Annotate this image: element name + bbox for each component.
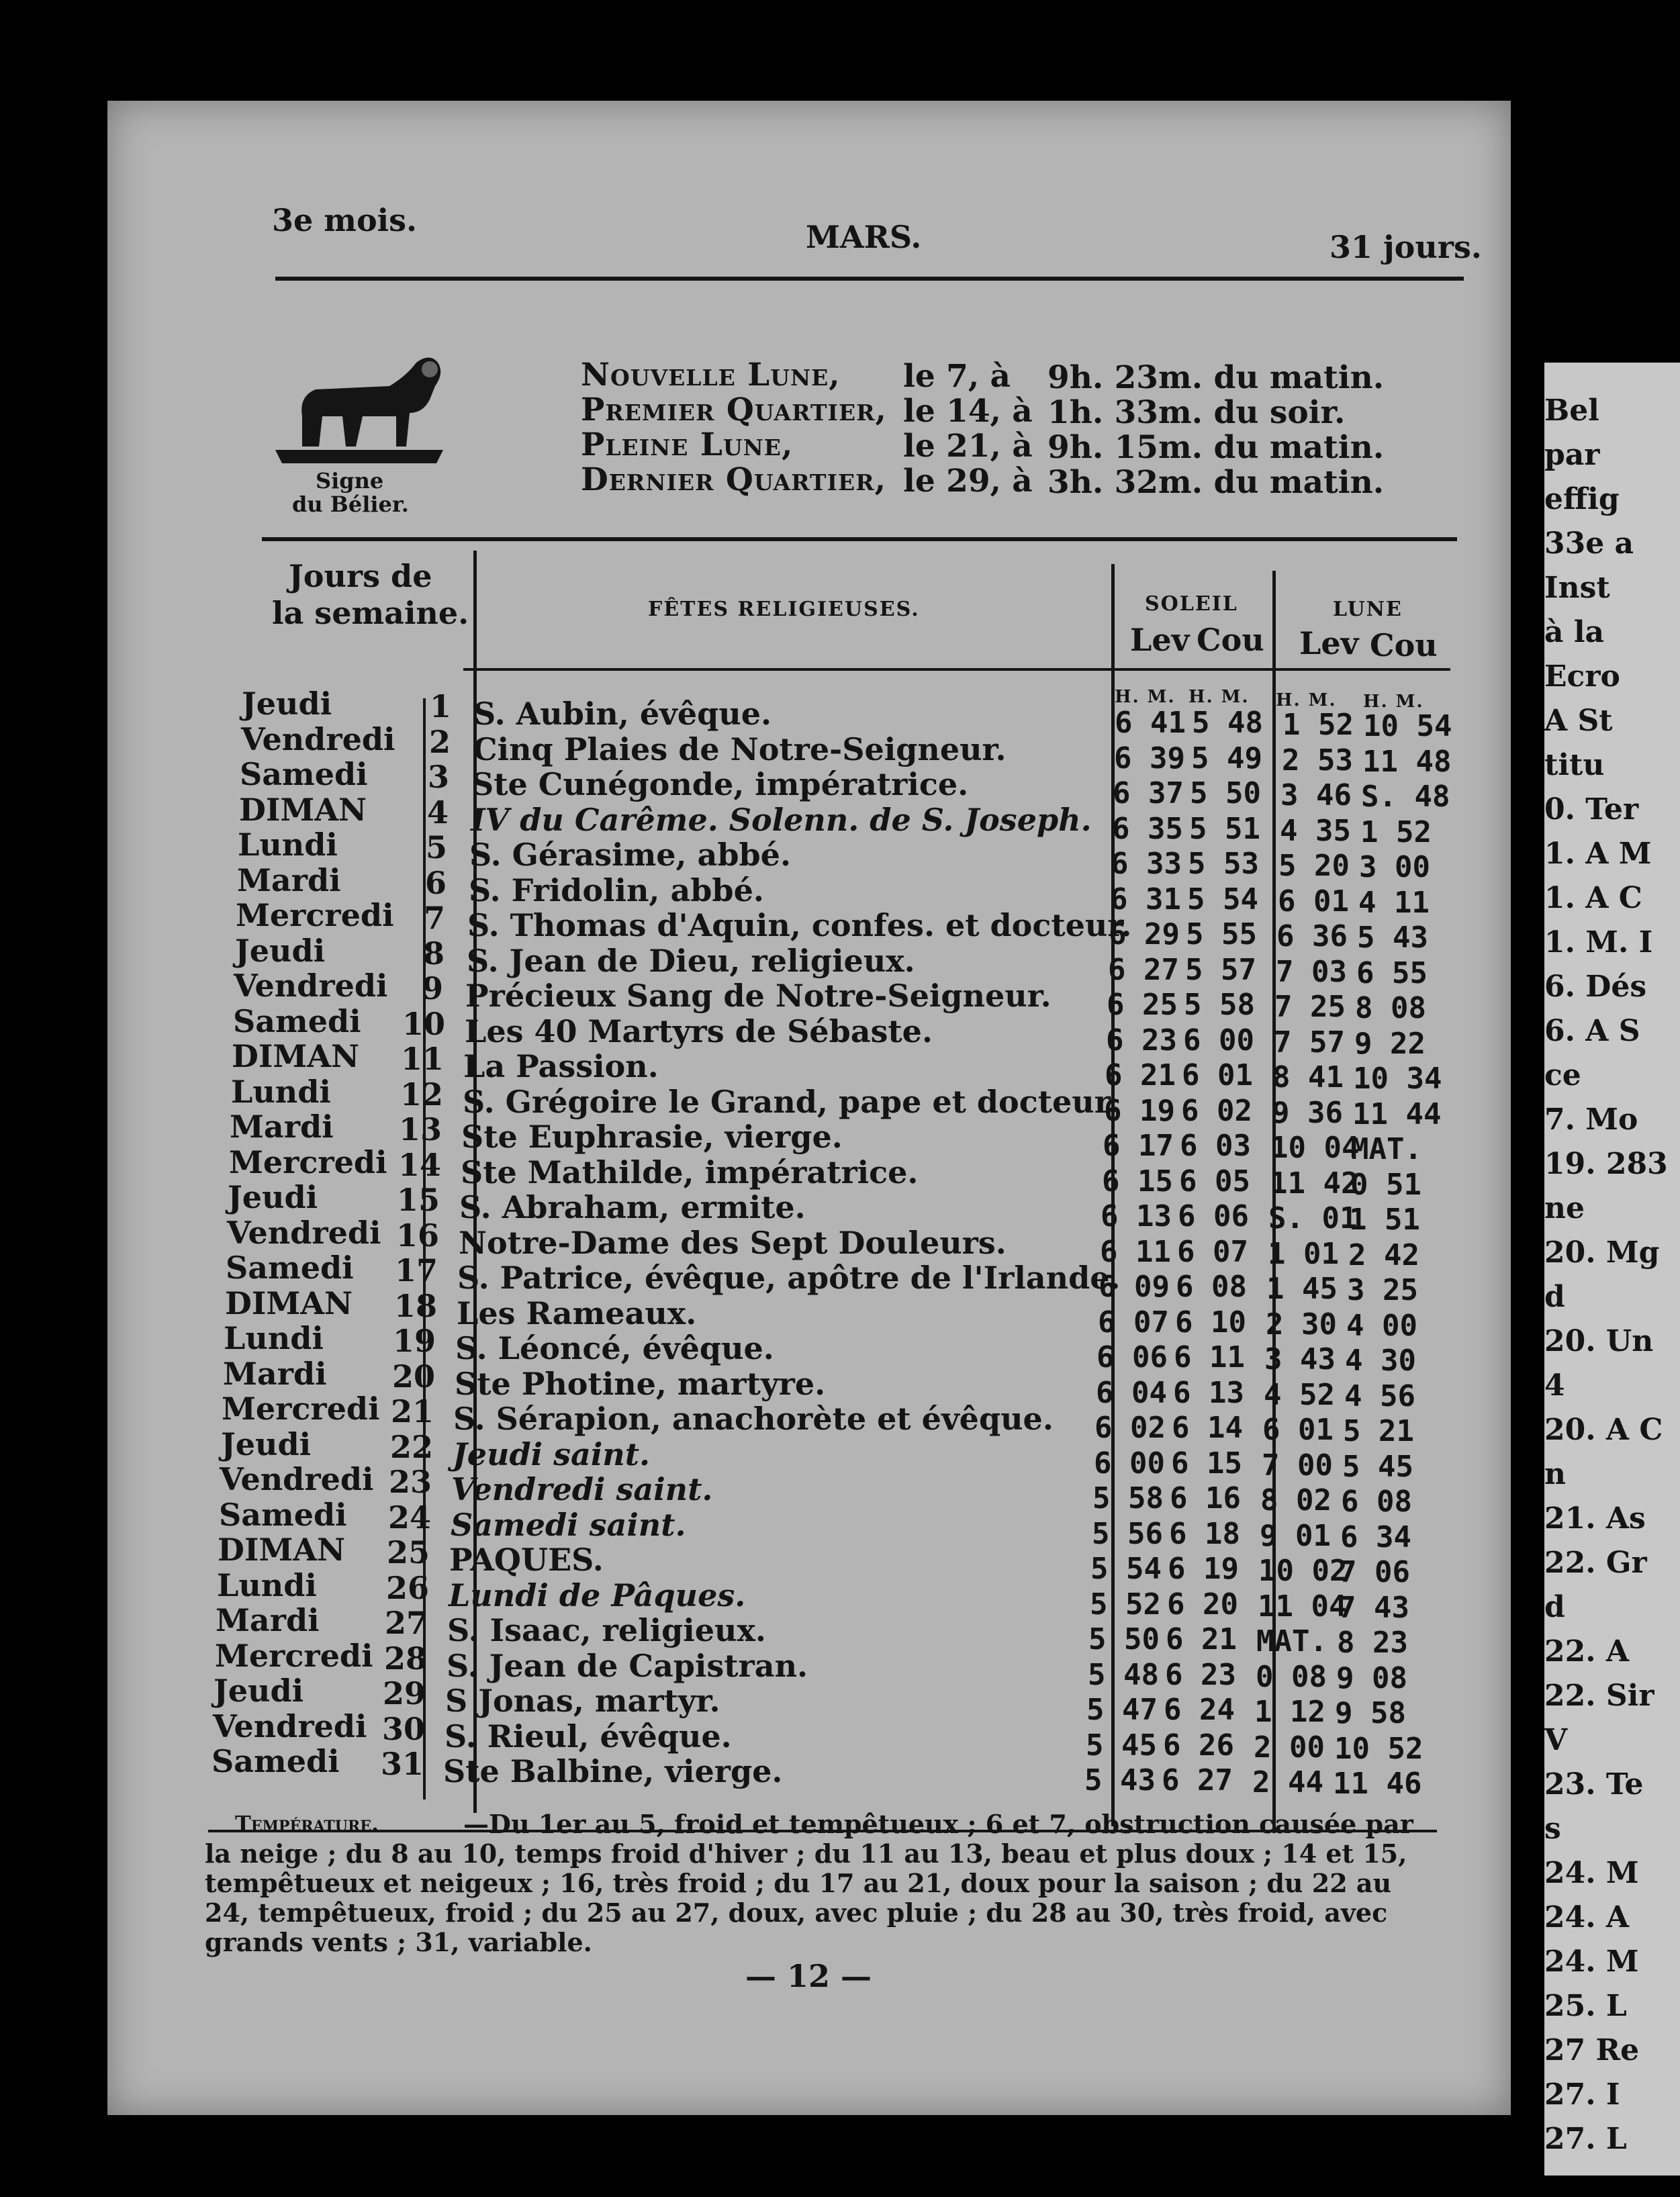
row-sun-rise: 6 33 [1111, 847, 1182, 881]
row-feast: S. Léoncé, évêque. [455, 1330, 774, 1366]
row-moon-rise: 2 30 [1266, 1307, 1337, 1342]
row-day-number: 10 [402, 1005, 446, 1042]
adjacent-page-text: V [1544, 1723, 1568, 1757]
row-moon-set: MAT. [1351, 1132, 1422, 1166]
row-feast: Ste Photine, martyre. [455, 1365, 826, 1402]
adjacent-page-text: d [1544, 1280, 1565, 1314]
row-sun-set: 6 03 [1180, 1129, 1251, 1163]
row-sun-rise: 6 37 [1113, 776, 1184, 810]
adjacent-page-text: 25. L [1544, 1989, 1627, 2023]
lune-cou-header: Cou [1370, 627, 1438, 663]
row-sun-set: 6 15 [1171, 1446, 1242, 1481]
row-day-number: 24 [388, 1499, 432, 1536]
adjacent-page-text: Inst [1544, 571, 1610, 605]
row-day-number: 3 [428, 759, 450, 795]
moon-phase-day: le 14, à [903, 393, 1033, 430]
row-sun-rise: 6 13 [1101, 1199, 1172, 1233]
row-feast: S. Gérasime, abbé. [469, 837, 791, 873]
row-sun-set: 6 06 [1178, 1199, 1249, 1233]
row-feast: Notre-Dame des Sept Douleurs. [459, 1224, 1007, 1261]
row-sun-rise: 6 07 [1098, 1305, 1169, 1340]
row-feast: Cinq Plaies de Notre-Seigneur. [473, 731, 1007, 767]
adjacent-page-text: 23. Te [1544, 1767, 1644, 1802]
row-sun-set: 6 23 [1165, 1657, 1236, 1692]
row-feast: S. Fridolin, abbé. [469, 872, 764, 908]
row-day-number: 1 [430, 688, 452, 724]
row-weekday: Lundi [224, 1320, 324, 1356]
row-feast: Les Rameaux. [457, 1295, 697, 1331]
row-moon-set: 7 43 [1338, 1590, 1409, 1625]
moon-phase-time: 9h. 15m. du matin. [1047, 429, 1385, 466]
sign-label-1: Signe [316, 468, 384, 494]
adjacent-page-text: ne [1544, 1191, 1585, 1225]
moon-phase-time: 3h. 32m. du matin. [1047, 464, 1385, 501]
row-feast: S. Grégoire le Grand, pape et docteur. [463, 1083, 1119, 1120]
lune-lev-header: Lev [1299, 625, 1359, 661]
row-moon-set: S. 48 [1361, 780, 1450, 814]
row-feast: Vendredi saint. [451, 1471, 713, 1507]
adjacent-page-text: 20. A C [1544, 1413, 1663, 1447]
adjacent-page-text: titu [1544, 748, 1605, 782]
row-feast: S. Patrice, évêque, apôtre de l'Irlande. [457, 1260, 1121, 1296]
row-sun-rise: 5 50 [1088, 1622, 1160, 1656]
moon-phase-name: Nouvelle Lune, [581, 357, 841, 393]
row-moon-rise: 8 02 [1260, 1483, 1332, 1517]
row-sun-rise: 6 41 [1115, 706, 1186, 740]
adjacent-page-text: 1. A M [1544, 837, 1652, 871]
row-sun-rise: 6 25 [1107, 988, 1178, 1022]
row-moon-rise: 2 44 [1252, 1765, 1323, 1799]
temperature-line: la neige ; du 8 au 10, temps froid d'hiver ; du 11 au 13, beau et plus doux ; 14 et 15, [205, 1838, 1407, 1869]
row-feast: Samedi saint. [451, 1506, 686, 1543]
row-moon-rise: 7 25 [1274, 990, 1346, 1024]
row-weekday: Samedi [233, 1002, 361, 1039]
adjacent-page-text: A St [1544, 704, 1613, 738]
row-moon-set: 9 22 [1354, 1026, 1426, 1061]
row-day-number: 14 [398, 1146, 442, 1183]
row-sun-set: 6 21 [1166, 1622, 1237, 1656]
row-moon-rise: 4 52 [1264, 1377, 1335, 1412]
row-sun-set: 5 48 [1192, 706, 1263, 740]
row-sun-rise: 5 43 [1084, 1763, 1156, 1797]
adjacent-page-text: 4 [1544, 1368, 1565, 1403]
row-weekday: Mardi [223, 1355, 327, 1392]
adjacent-page-fragment [1544, 363, 1680, 2176]
row-day-number: 7 [424, 900, 446, 936]
row-moon-rise: 1 45 [1266, 1272, 1338, 1306]
row-day-number: 29 [383, 1675, 426, 1712]
row-sun-rise: 6 15 [1102, 1164, 1173, 1199]
row-feast: Précieux Sang de Notre-Seigneur. [465, 978, 1052, 1014]
row-moon-set: 10 54 [1363, 709, 1452, 743]
row-sun-rise: 6 09 [1099, 1270, 1170, 1304]
row-day-number: 9 [422, 970, 444, 1007]
page-number: — 12 — [745, 1958, 872, 1994]
weekday-header-1: Jours de [289, 558, 432, 594]
month-title: MARS. [806, 219, 922, 255]
adjacent-page-text: Ecro [1544, 659, 1620, 694]
row-moon-rise: 10 02 [1258, 1554, 1348, 1588]
temperature-line: grands vents ; 31, variable. [205, 1927, 592, 1957]
row-sun-rise: 6 35 [1112, 811, 1183, 846]
row-day-number: 23 [389, 1464, 432, 1500]
row-day-number: 30 [382, 1710, 426, 1747]
row-moon-rise: 4 35 [1280, 813, 1351, 848]
row-weekday: Jeudi [228, 1179, 318, 1215]
row-moon-set: 9 58 [1335, 1696, 1406, 1730]
row-feast: S. Isaac, religieux. [447, 1612, 766, 1648]
row-day-number: 5 [426, 829, 448, 866]
row-weekday: Vendredi [241, 720, 395, 757]
row-moon-set: 7 06 [1339, 1555, 1410, 1589]
moon-phase-name: Pleine Lune, [581, 426, 794, 463]
row-weekday: Jeudi [235, 932, 326, 969]
adjacent-page-text: 21. As [1544, 1501, 1646, 1536]
moon-rule [262, 537, 1457, 541]
adjacent-page-text: 20. Mg [1544, 1235, 1660, 1270]
row-moon-set: 4 56 [1344, 1378, 1415, 1413]
row-sun-set: 6 18 [1169, 1516, 1240, 1551]
moon-phase-day: le 7, à [903, 358, 1011, 395]
row-moon-rise: S. 01 [1268, 1201, 1358, 1235]
row-sun-set: 5 50 [1190, 776, 1261, 810]
row-weekday: Samedi [212, 1743, 340, 1779]
row-moon-set: 6 55 [1356, 955, 1428, 990]
soleil-header: SOLEIL [1145, 592, 1238, 616]
adjacent-page-text: 19. 283 [1544, 1147, 1668, 1181]
row-weekday: Vendredi [220, 1461, 374, 1497]
row-day-number: 15 [397, 1182, 440, 1218]
temperature-line: 24, tempêtueux, froid ; du 25 au 27, doux, avec pluie ; du 28 au 30, très froid, avec [205, 1898, 1388, 1928]
row-sun-rise: 5 48 [1088, 1657, 1159, 1692]
adjacent-page-text: s [1544, 1812, 1561, 1846]
row-day-number: 19 [393, 1323, 436, 1359]
adjacent-page-text: 27. I [1544, 2077, 1620, 2112]
row-moon-rise: 0 08 [1256, 1659, 1327, 1694]
row-moon-set: 9 08 [1336, 1661, 1407, 1695]
adjacent-page-text: 0. Ter [1544, 792, 1639, 827]
row-moon-rise: 7 00 [1262, 1448, 1333, 1483]
row-moon-rise: 8 41 [1272, 1060, 1344, 1094]
row-sun-set: 6 02 [1181, 1093, 1252, 1128]
row-moon-rise: 6 36 [1276, 919, 1348, 953]
fetes-header: FÊTES RELIGIEUSES. [648, 598, 920, 621]
row-sun-rise: 6 31 [1110, 882, 1181, 917]
row-weekday: Samedi [240, 756, 368, 792]
row-sun-rise: 6 27 [1108, 952, 1179, 987]
row-sun-set: 6 13 [1173, 1375, 1244, 1410]
adjacent-page-text: 27 Re [1544, 2033, 1640, 2067]
row-feast: IV du Carême. Solenn. de S. Joseph. [471, 801, 1092, 838]
row-sun-set: 6 16 [1170, 1481, 1241, 1515]
header-bottom-rule [463, 668, 1450, 671]
adjacent-page-text: 33e a [1544, 526, 1634, 561]
row-moon-rise: 7 03 [1276, 954, 1347, 989]
row-sun-rise: 5 45 [1086, 1728, 1157, 1763]
row-sun-set: 6 20 [1167, 1587, 1238, 1622]
row-feast: S. Rieul, évêque. [445, 1718, 732, 1755]
row-day-number: 25 [387, 1534, 430, 1571]
row-moon-set: 1 51 [1349, 1203, 1420, 1237]
row-moon-set: 2 42 [1348, 1237, 1419, 1272]
row-day-number: 20 [392, 1358, 436, 1395]
row-moon-rise: 6 01 [1278, 884, 1349, 919]
row-day-number: 12 [400, 1076, 444, 1113]
lune-hm-lev: H. M. [1276, 690, 1337, 710]
row-moon-rise: 2 00 [1254, 1730, 1325, 1765]
row-sun-set: 6 00 [1183, 1023, 1254, 1058]
row-sun-rise: 5 52 [1090, 1587, 1161, 1622]
row-feast: Lundi de Pâques. [449, 1577, 746, 1614]
row-weekday: DIMAN [225, 1284, 353, 1321]
row-sun-set: 6 08 [1176, 1270, 1247, 1304]
row-day-number: 11 [401, 1041, 445, 1077]
row-day-number: 22 [390, 1428, 434, 1465]
row-moon-rise: 1 52 [1282, 708, 1354, 742]
row-sun-set: 6 27 [1162, 1763, 1233, 1797]
row-sun-rise: 5 47 [1086, 1693, 1158, 1727]
row-sun-set: 5 57 [1185, 952, 1256, 987]
row-weekday: Mercredi [222, 1391, 380, 1427]
row-sun-rise: 6 06 [1096, 1340, 1168, 1374]
row-day-number: 16 [396, 1217, 440, 1254]
row-moon-set: 6 34 [1340, 1520, 1411, 1554]
row-feast: S. Aubin, évêque. [473, 696, 772, 732]
row-sun-set: 6 14 [1172, 1411, 1243, 1445]
header-rule [275, 277, 1464, 281]
row-moon-set: 0 51 [1350, 1167, 1421, 1202]
row-feast: Ste Mathilde, impératrice. [461, 1154, 919, 1190]
moon-phase-name: Premier Quartier, [581, 391, 887, 428]
row-moon-rise: 2 53 [1282, 743, 1353, 778]
row-feast: S. Jean de Dieu, religieux. [467, 942, 915, 979]
row-moon-set: 4 30 [1345, 1344, 1416, 1378]
row-weekday: DIMAN [218, 1532, 346, 1568]
row-day-number: 6 [425, 864, 447, 901]
adjacent-page-text: 22. Gr [1544, 1546, 1647, 1580]
adjacent-page-text: 27. L [1544, 2122, 1627, 2156]
adjacent-page-text: 1. A C [1544, 881, 1642, 915]
row-sun-set: 5 53 [1188, 847, 1259, 881]
row-moon-rise: 3 46 [1280, 778, 1352, 812]
row-feast: S. Sérapion, anachorète et évêque. [453, 1401, 1054, 1437]
moon-phase-time: 9h. 23m. du matin. [1047, 359, 1385, 396]
lune-header: LUNE [1333, 598, 1403, 621]
row-moon-rise: 1 12 [1254, 1695, 1325, 1729]
row-feast: Ste Euphrasie, vierge. [461, 1119, 843, 1155]
row-day-number: 31 [381, 1746, 424, 1782]
row-sun-set: 5 54 [1187, 882, 1258, 917]
row-day-number: 13 [399, 1111, 442, 1148]
moon-phase-day: le 21, à [903, 428, 1033, 465]
row-day-number: 4 [427, 794, 449, 831]
temperature-line: tempêtueux et neigeux ; 16, très froid ; du 17 au 21, doux pour la saison ; du 22 au [205, 1868, 1392, 1898]
row-feast: PAQUES. [449, 1542, 604, 1578]
row-sun-set: 6 24 [1164, 1693, 1235, 1727]
row-sun-rise: 6 39 [1114, 741, 1185, 776]
row-day-number: 8 [423, 935, 445, 972]
row-feast: S Jonas, martyr. [445, 1683, 720, 1719]
row-moon-rise: 5 20 [1278, 849, 1350, 883]
row-sun-set: 6 11 [1174, 1340, 1245, 1374]
row-weekday: Mercredi [236, 897, 394, 933]
row-weekday: DIMAN [239, 791, 367, 828]
row-weekday: DIMAN [232, 1038, 360, 1074]
row-moon-set: 5 43 [1357, 921, 1428, 955]
row-sun-set: 6 26 [1163, 1728, 1234, 1763]
row-day-number: 21 [391, 1393, 434, 1430]
row-moon-set: 10 52 [1334, 1731, 1424, 1766]
row-weekday: Vendredi [227, 1214, 381, 1251]
adjacent-page-text: 22. Sir [1544, 1679, 1654, 1713]
row-sun-set: 6 01 [1182, 1058, 1253, 1092]
row-sun-set: 6 19 [1168, 1552, 1239, 1586]
moon-phase-day: le 29, à [903, 463, 1033, 500]
row-sun-set: 5 51 [1189, 811, 1260, 846]
row-moon-set: 5 45 [1342, 1449, 1413, 1484]
row-moon-set: 11 48 [1362, 744, 1452, 779]
adjacent-page-text: 20. Un [1544, 1324, 1654, 1358]
temperature-label: Température. [235, 1811, 379, 1836]
row-sun-rise: 6 17 [1103, 1129, 1174, 1163]
adjacent-page-text: par [1544, 438, 1600, 472]
row-sun-rise: 5 58 [1092, 1481, 1164, 1515]
row-moon-set: 1 52 [1360, 814, 1432, 849]
row-day-number: 27 [385, 1605, 428, 1641]
row-moon-set: 8 08 [1355, 991, 1426, 1025]
ram-icon [262, 349, 457, 470]
lune-hm-cou: H. M. [1363, 692, 1424, 712]
row-sun-rise: 6 21 [1105, 1058, 1176, 1092]
row-feast: Ste Cunégonde, impératrice. [471, 766, 969, 802]
row-sun-set: 5 55 [1186, 917, 1257, 951]
row-moon-set: 10 34 [1353, 1062, 1442, 1096]
row-moon-rise: 11 42 [1270, 1166, 1359, 1201]
row-day-number: 28 [384, 1640, 428, 1677]
adjacent-page-text: à la [1544, 615, 1605, 649]
row-sun-set: 5 58 [1184, 988, 1255, 1022]
row-moon-rise: 3 43 [1264, 1342, 1336, 1376]
adjacent-page-text: 6. A S [1544, 1014, 1640, 1048]
month-number: 3e mois. [272, 202, 418, 238]
row-sun-rise: 6 02 [1094, 1411, 1166, 1445]
row-weekday: Mercredi [215, 1637, 373, 1674]
row-sun-rise: 6 11 [1100, 1234, 1171, 1269]
row-weekday: Lundi [231, 1073, 331, 1110]
row-day-number: 18 [394, 1287, 438, 1324]
adjacent-page-text: 24. M [1544, 1945, 1639, 1979]
row-sun-set: 6 07 [1177, 1234, 1248, 1269]
row-sun-rise: 6 04 [1096, 1375, 1167, 1410]
adjacent-page-text: ce [1544, 1058, 1581, 1092]
row-weekday: Mercredi [229, 1143, 387, 1180]
adjacent-page-text: 22. A [1544, 1634, 1630, 1669]
sign-label-2: du Bélier. [292, 492, 409, 517]
row-moon-set: 11 46 [1333, 1767, 1422, 1801]
row-feast: S. Jean de Capistran. [447, 1647, 808, 1684]
row-moon-set: 5 21 [1343, 1414, 1414, 1448]
temperature-line: —Du 1er au 5, froid et tempêtueux ; 6 et 7, obstruction causée par [463, 1809, 1413, 1839]
row-sun-rise: 6 00 [1094, 1446, 1165, 1481]
row-moon-set: 3 00 [1359, 850, 1430, 884]
adjacent-page-text: 7. Mo [1544, 1103, 1638, 1137]
row-feast: La Passion. [463, 1048, 659, 1084]
adjacent-page-text: 24. A [1544, 1900, 1630, 1934]
row-weekday: Samedi [219, 1496, 347, 1533]
row-sun-rise: 5 56 [1092, 1516, 1163, 1551]
adjacent-page-text: Bel [1544, 393, 1599, 428]
row-sun-set: 6 05 [1179, 1164, 1250, 1199]
adjacent-page-text: n [1544, 1457, 1566, 1491]
row-moon-rise: 6 01 [1262, 1413, 1334, 1447]
row-moon-set: 8 23 [1337, 1626, 1408, 1660]
row-weekday: Mardi [237, 861, 341, 898]
row-moon-rise: 9 36 [1272, 1095, 1343, 1130]
row-sun-rise: 6 29 [1109, 917, 1180, 951]
row-feast: Les 40 Martyrs de Sébaste. [465, 1013, 933, 1049]
row-moon-set: 3 25 [1347, 1273, 1418, 1307]
row-sun-rise: 5 54 [1090, 1552, 1162, 1586]
row-sun-rise: 6 23 [1106, 1023, 1177, 1058]
row-weekday: Lundi [238, 827, 338, 863]
row-moon-set: 4 00 [1346, 1308, 1417, 1343]
row-moon-rise: 10 04 [1270, 1131, 1360, 1165]
row-day-number: 17 [395, 1252, 438, 1289]
row-weekday: Mardi [230, 1109, 334, 1145]
row-weekday: Mardi [216, 1602, 320, 1638]
row-weekday: Vendredi [234, 968, 388, 1004]
row-day-number: 26 [386, 1569, 430, 1606]
row-feast: S. Thomas d'Aquin, confes. et docteur. [467, 907, 1132, 943]
row-moon-set: 11 44 [1352, 1096, 1442, 1131]
row-sun-set: 5 49 [1191, 741, 1262, 776]
row-moon-set: 4 11 [1358, 885, 1430, 920]
moon-phase-name: Dernier Quartier, [581, 461, 886, 498]
row-moon-rise: 1 01 [1268, 1236, 1339, 1271]
soleil-cou-header: Cou [1197, 622, 1264, 658]
adjacent-page-text: 24. M [1544, 1856, 1639, 1890]
adjacent-page-text: effig [1544, 482, 1620, 516]
adjacent-page-text: d [1544, 1590, 1565, 1624]
row-moon-rise: 11 04 [1258, 1589, 1347, 1624]
row-weekday: Jeudi [221, 1425, 312, 1462]
row-moon-rise: 7 57 [1274, 1025, 1345, 1060]
soleil-hm-lev: H. M. [1115, 687, 1176, 707]
row-feast: Jeudi saint. [453, 1436, 651, 1473]
adjacent-page-text: 1. M. I [1544, 925, 1653, 960]
row-sun-set: 6 10 [1175, 1305, 1246, 1340]
soleil-hm-cou: H. M. [1188, 687, 1250, 707]
row-weekday: Vendredi [213, 1708, 367, 1744]
row-moon-rise: MAT. [1256, 1624, 1327, 1658]
weekday-header-2: la semaine. [272, 595, 469, 631]
row-sun-rise: 6 19 [1104, 1093, 1175, 1128]
row-feast: S. Abraham, ermite. [459, 1189, 806, 1225]
row-moon-set: 6 08 [1341, 1485, 1412, 1519]
row-weekday: Lundi [217, 1567, 317, 1603]
soleil-lev-header: Lev [1130, 622, 1190, 658]
row-moon-rise: 9 01 [1260, 1518, 1331, 1553]
moon-phase-time: 1h. 33m. du soir. [1047, 394, 1346, 431]
row-weekday: Jeudi [242, 686, 332, 722]
days-count: 31 jours. [1329, 229, 1482, 265]
row-day-number: 2 [429, 723, 451, 760]
adjacent-page-text: 6. Dés [1544, 970, 1647, 1004]
row-weekday: Samedi [226, 1250, 354, 1286]
row-weekday: Jeudi [214, 1673, 304, 1709]
row-feast: Ste Balbine, vierge. [443, 1753, 783, 1789]
